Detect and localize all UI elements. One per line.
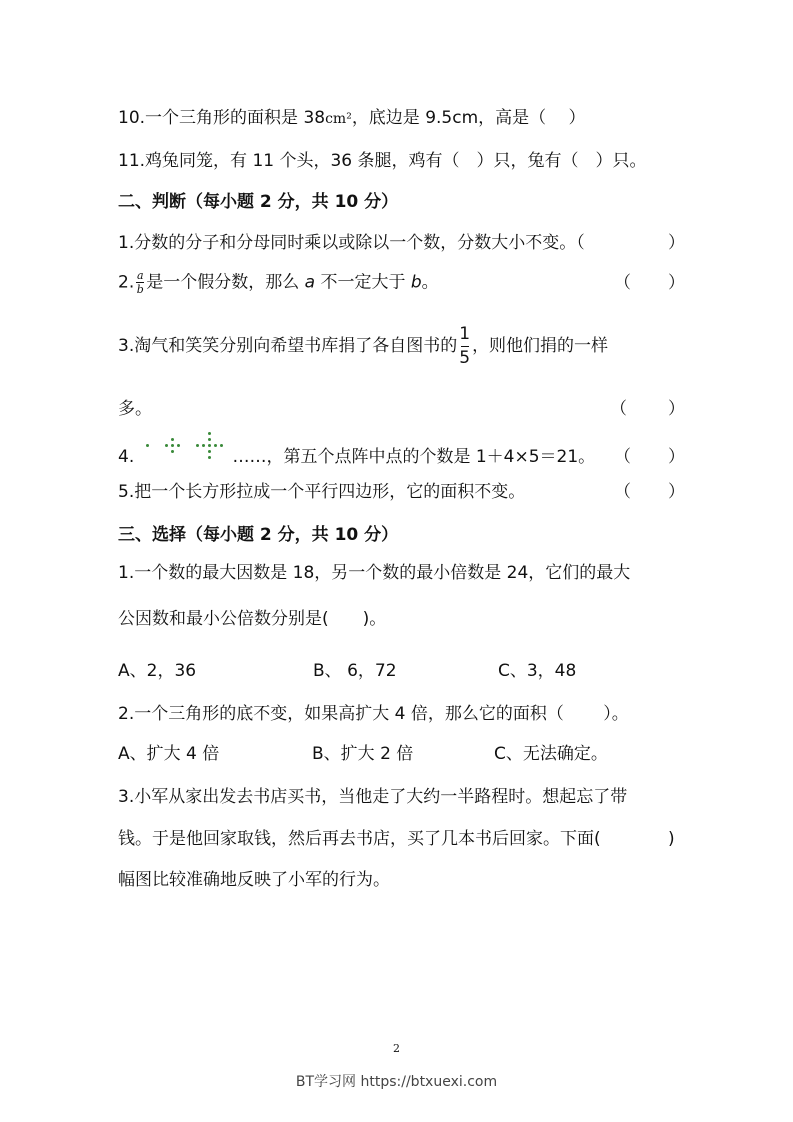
dot-pattern-3 bbox=[192, 446, 232, 468]
judge-q4-close-paren: ） bbox=[668, 447, 685, 467]
judge-q1-close-paren: ） bbox=[668, 233, 685, 253]
choice-question-3-line2: 钱。于是他回家取钱，然后再去书店，买了几本书后回家。下面( bbox=[118, 829, 601, 849]
fraction-one-fifth bbox=[459, 323, 471, 368]
dot-pattern-2 bbox=[159, 446, 187, 468]
q3-text: 3.淘气和笑笑分别向希望书库捐了各自图书的 bbox=[118, 336, 458, 356]
judge-q2-open-paren: （ bbox=[614, 273, 631, 293]
footer-watermark: BT学习网 https://btxuexi.com bbox=[295, 1074, 498, 1090]
q2-text-a: 是一个假分数，那么 bbox=[146, 272, 305, 293]
q10-suffix: ，底边是 9.5cm，高是（ ） bbox=[351, 108, 586, 128]
section-2-heading: 二、判断（每小题 2 分，共 10 分） bbox=[118, 192, 399, 212]
judge-question-1: 1.分数的分子和分母同时乘以或除以一个数，分数大小不变。（ bbox=[118, 233, 585, 253]
q4-number: 4. bbox=[118, 447, 135, 467]
choice-question-2: 2.一个三角形的底不变，如果高扩大 4 倍，那么它的面积（ ）。 bbox=[118, 704, 629, 724]
var-a: a bbox=[304, 272, 316, 293]
choice-q2-option-a: A、扩大 4 倍 bbox=[118, 744, 220, 764]
judge-q3-close-paren: ） bbox=[668, 399, 685, 419]
frac-numerator: a bbox=[136, 269, 144, 282]
judge-question-3 bbox=[118, 320, 608, 372]
section-3-heading: 三、选择（每小题 2 分，共 10 分） bbox=[118, 525, 399, 545]
question-10 bbox=[118, 107, 586, 130]
judge-question-5: 5.把一个长方形拉成一个平行四边形，它的面积不变。 bbox=[118, 482, 526, 502]
page-number: 2 bbox=[393, 1042, 400, 1055]
dot-pattern-1 bbox=[140, 446, 154, 468]
q4-text: ……，第五个点阵中点的个数是 1＋4×5＝21。 bbox=[232, 447, 596, 467]
judge-q5-close-paren: ） bbox=[668, 482, 685, 502]
frac-denominator: b bbox=[136, 283, 144, 296]
choice-question-3-line3: 幅图比较准确地反映了小军的行为。 bbox=[118, 870, 390, 890]
choice-question-3-line1: 3.小军从家出发去书店买书，当他走了大约一半路程时。想起忘了带 bbox=[118, 787, 628, 807]
choice-q2-option-c: C、无法确定。 bbox=[494, 744, 608, 764]
judge-q2-close-paren: ） bbox=[668, 273, 685, 293]
q10-prefix: 10.一个三角形的面积是 38 bbox=[118, 108, 326, 128]
choice-q1-option-c: C、3，48 bbox=[498, 661, 577, 681]
q3-text-b: ，则他们捐的一样 bbox=[472, 336, 609, 356]
judge-q5-open-paren: （ bbox=[614, 482, 631, 502]
question-11: 11.鸡兔同笼，有 11 个头，36 条腿，鸡有（ ）只，兔有（ ）只。 bbox=[118, 151, 647, 171]
choice-question-1-line2: 公因数和最小公倍数分别是( )。 bbox=[118, 609, 387, 629]
judge-q3-open-paren: （ bbox=[610, 399, 627, 419]
fraction-a-over-b bbox=[136, 270, 144, 295]
q10-unit: cm² bbox=[325, 111, 352, 127]
judge-question-2 bbox=[118, 270, 439, 295]
q2-number: 2. bbox=[118, 272, 135, 293]
frac-denominator: 5 bbox=[459, 347, 471, 368]
judge-q4-open-paren: （ bbox=[614, 447, 631, 467]
choice-question-1-line1: 1.一个数的最大因数是 18，另一个数的最小倍数是 24，它们的最大 bbox=[118, 563, 631, 583]
choice-q1-option-b: B、 6，72 bbox=[313, 661, 397, 681]
judge-question-4 bbox=[118, 446, 595, 468]
q2-text-b: 不一定大于 bbox=[315, 272, 411, 293]
choice-q3-close-paren: ) bbox=[668, 829, 675, 849]
judge-question-3-line2: 多。 bbox=[118, 399, 152, 419]
frac-numerator: 1 bbox=[459, 323, 471, 344]
choice-q2-option-b: B、扩大 2 倍 bbox=[312, 744, 414, 764]
q2-text-c: 。 bbox=[421, 272, 439, 293]
var-b: b bbox=[410, 272, 422, 293]
choice-q1-option-a: A、2，36 bbox=[118, 661, 197, 681]
